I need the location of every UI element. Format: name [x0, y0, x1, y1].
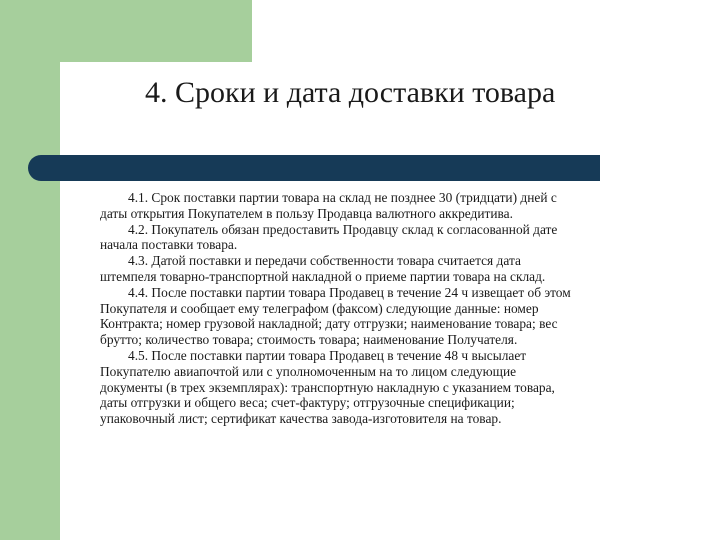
decorative-navy-bar	[28, 155, 600, 181]
decorative-rounded-corner	[60, 62, 140, 142]
paragraph-4-1: 4.1. Срок поставки партии товара на склад не позднее 30 (тридцати) дней с даты открытия Покупателем в пользу Продавца валютного аккредитива.	[100, 190, 557, 221]
paragraph-4-3: 4.3. Датой поставки и передачи собственности товара считается дата штемпеля товарно-транспортной накладной о приеме партии товара на склад.	[100, 253, 546, 284]
decorative-green-sidebar	[0, 0, 60, 540]
paragraph-4-4: 4.4. После поставки партии товара Продавец в течение 24 ч извещает об этом Покупателя и сообщает ему телеграфом (факсом) следующие данные: номер Контракта; номер грузовой накладной; дату отгрузки; наименование товара; вес брутто; количество товара; стоимость товара; наименование Получателя.	[100, 284, 571, 348]
paragraph-4-5: 4.5. После поставки партии товара Продавец в течение 48 ч высылает Покупателю авиапочтой или с уполномоченным на то лицом следующие документы (в трех экземплярах): транспортную накладную с указанием товара, даты отгрузки и общего веса; счет-фактуру; отгрузочные спецификации; упаковочный лист; сертификат качества завода-изготовителя на товар.	[100, 347, 555, 427]
decorative-green-header-block	[0, 0, 252, 62]
slide-title: 4. Сроки и дата доставки товара	[145, 76, 556, 109]
slide-body	[100, 190, 680, 427]
paragraph-4-2: 4.2. Покупатель обязан предоставить Продавцу склад к согласованной дате начала поставки товара.	[100, 221, 558, 253]
